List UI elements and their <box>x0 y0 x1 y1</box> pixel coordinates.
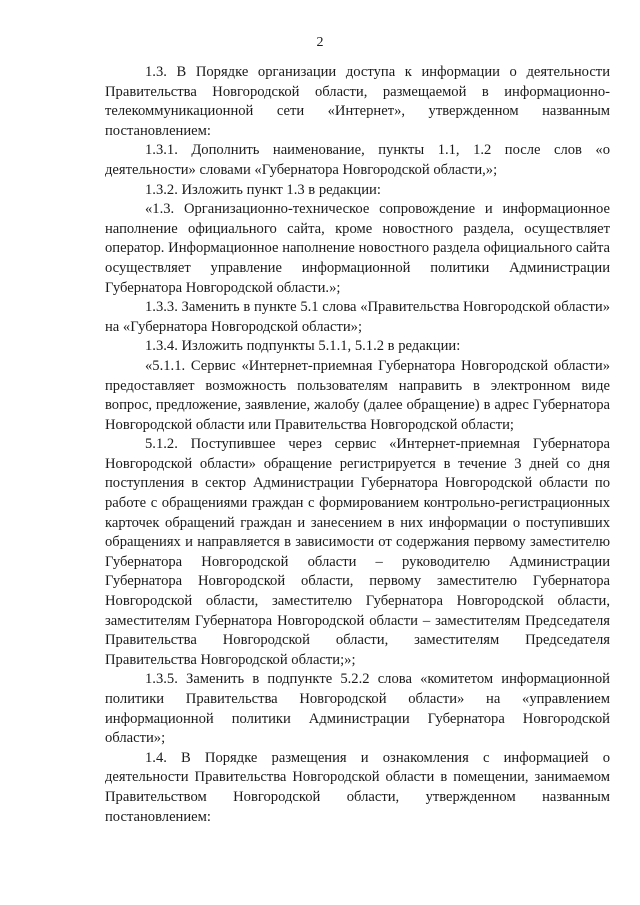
paragraph-1-3-3: 1.3.3. Заменить в пункте 5.1 слова «Правительства Новгородской области» на «Губернатора Новгородской области»; <box>105 299 610 335</box>
paragraph-1-3-4: 1.3.4. Изложить подпункты 5.1.1, 5.1.2 в редакции: <box>145 338 461 355</box>
paragraph-1-4: 1.4. В Порядке размещения и ознакомления с информацией о деятельности Правительства Новгородской области в помещении, занимаемом Правительством Новгородской области, утвержденном названным постановлением: <box>105 749 610 825</box>
paragraph-5-1-2: 5.1.2. Поступившее через сервис «Интернет-приемная Губернатора Новгородской области» обращение регистрируется в течение 3 дней со дня поступления в сектор Администрации Губернатора Новгородской области по работе с обращениями граждан с формированием контрольно-регистрационных карточек обращений граждан и занесением в них информации о поступивших обращениях и направляется в зависимости от содержания первому заместителю Губернатора Новгородской области – руководителю Администрации Губернатора Новгородской области, первому заместителю Губернатора Новгородской области, заместителю Губернатора Новгородской области, заместителям Губернатора Новгородской области – заместителям Председателя Правительства Новгородской области, заместителям Председателя Правительства Новгородской области;»; <box>105 436 610 668</box>
paragraph-1-3-2: 1.3.2. Изложить пункт 1.3 в редакции: <box>145 181 381 198</box>
paragraph-1-3: 1.3. В Порядке организации доступа к информации о деятельности Правительства Новгородской области, размещаемой в информационно-телекоммуникационной сети «Интернет», утвержденном названным постановлением: <box>105 64 610 139</box>
paragraph-quoted-1-3: «1.3. Организационно-техническое сопровождение и информационное наполнение официального сайта, кроме новостного раздела, осуществляет оператор. Информационное наполнение новостного раздела официального сайта осуществляет управление информационной политики Администрации Губернатора Новгородской области.»; <box>105 201 610 296</box>
paragraph-1-3-5: 1.3.5. Заменить в подпункте 5.2.2 слова «комитетом информационной политики Правительства Новгородской области» на «управлением информационной политики Администрации Губернатора Новгородской области»; <box>105 671 610 747</box>
page-number: 2 <box>316 35 324 50</box>
document-body <box>105 63 610 827</box>
paragraph-5-1-1: «5.1.1. Сервис «Интернет-приемная Губернатора Новгородской области» предоставляет возможность пользователям направить в электронном виде вопрос, предложение, заявление, жалобу (далее обращение) в адрес Губернатора Новгородской области или Правительства Новгородской области; <box>105 357 610 433</box>
paragraph-1-3-1: 1.3.1. Дополнить наименование, пункты 1.1, 1.2 после слов «о деятельности» словами «Губернатора Новгородской области,»; <box>105 142 610 178</box>
